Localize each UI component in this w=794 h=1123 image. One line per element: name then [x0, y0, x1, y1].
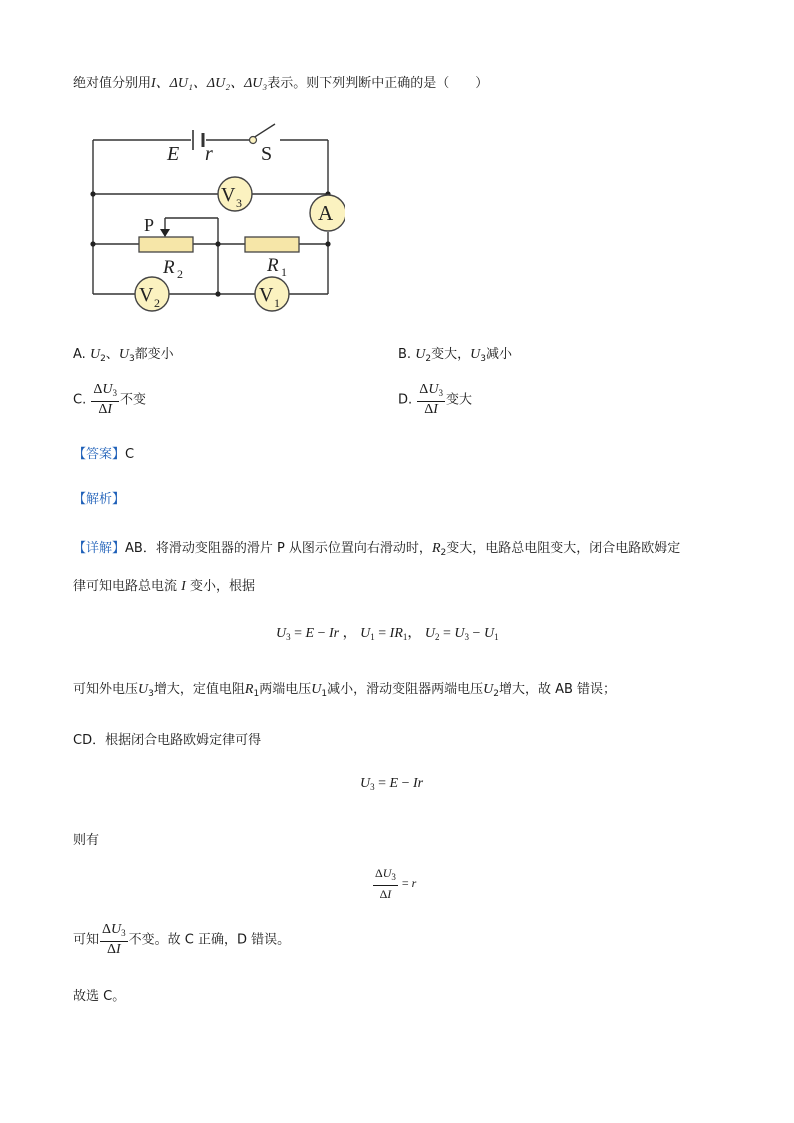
label-r1: R [267, 255, 279, 276]
option-c-prefix: C. [73, 392, 87, 408]
detail-line3-d: 减小，滑动变阻器两端电压 [327, 682, 484, 697]
detail-label: 【详解】 [73, 541, 126, 556]
slider-arrow [160, 229, 170, 237]
option-a-text: 都变小 [134, 347, 174, 362]
option-b: B. $U_2$变大，$U_3$减小 [398, 347, 512, 364]
label-v2-sub: 2 [154, 296, 160, 310]
resistor-r2 [139, 237, 193, 252]
option-d [398, 382, 472, 418]
detail-line1-a: AB．将滑动变阻器的滑片 P 从图示位置向右滑动时， [125, 541, 432, 556]
detail-line3-b: 增大，定值电阻 [153, 682, 245, 697]
detail-line3-e: 增大，故 AB 错误； [498, 682, 617, 697]
switch-contact [250, 137, 257, 144]
option-b-mid: 变大， [431, 347, 471, 362]
option-a: A. $U_2$、$U_3$都变小 [73, 347, 174, 364]
know-fraction: $\frac{\Delta U_3}{\Delta I}$ [102, 922, 126, 957]
detail-then-text: 则有 [73, 833, 100, 848]
equation-1: $U_3 = E - Ir$ ， $U_1 = IR_1$， $U_2 = U_3 - U_1$ [276, 626, 499, 642]
label-ammeter: A [318, 201, 334, 225]
question-lead: 绝对值分别用 [73, 76, 152, 91]
detail-line2-b: 变小，根据 [189, 579, 255, 594]
answer-label: 【答案】 [73, 447, 126, 462]
label-slider-p: P [144, 215, 155, 235]
resistor-r1 [245, 237, 299, 252]
option-b-prefix: B. [398, 347, 412, 362]
answer-value: C [125, 447, 135, 462]
label-v3: V [221, 184, 236, 206]
detail-line-2: 律可知电路总电流 I 变小，根据 [73, 579, 255, 594]
equation-2: $U_3 = E - Ir$ [360, 776, 424, 792]
label-v2: V [139, 284, 154, 306]
detail-know-a: 可知 [73, 932, 100, 948]
detail-then-line [73, 829, 99, 848]
question-stem [73, 72, 488, 92]
option-c-text: 不变 [120, 392, 147, 408]
detail-know-b: 不变。故 C 正确，D 错误。 [128, 932, 291, 948]
option-b-text: 减小 [485, 347, 512, 362]
label-emf: E [167, 143, 180, 165]
option-d-prefix: D. [398, 392, 413, 408]
detail-cd-line [73, 729, 261, 748]
analysis-label: 【解析】 [73, 492, 126, 507]
detail-cd-text: CD．根据闭合电路欧姆定律可得 [73, 733, 262, 748]
detail-know-line [73, 922, 290, 958]
label-r2: R [163, 257, 175, 278]
detail-line-1: 【详解】AB．将滑动变阻器的滑片 P 从图示位置向右滑动时，$R_2$变大，电路总电阻变大，闭合电路欧姆定 [73, 541, 681, 558]
option-c [73, 382, 146, 418]
label-v1-sub: 1 [274, 296, 280, 310]
option-a-prefix: A. [73, 347, 86, 362]
analysis-line [73, 488, 125, 507]
detail-final-text: 故选 C。 [73, 989, 126, 1004]
circuit-diagram [85, 118, 345, 318]
label-v1: V [259, 284, 274, 306]
label-r1-sub: 1 [281, 265, 287, 279]
detail-line3-c: 两端电压 [259, 682, 312, 697]
label-r2-sub: 2 [177, 267, 183, 281]
answer-line [73, 443, 134, 462]
detail-final-line [73, 985, 125, 1004]
detail-line-3: 可知外电压$U_3$增大，定值电阻$R_1$两端电压$U_1$减小，滑动变阻器两端电压$U_2$增大，故 AB 错误； [73, 682, 617, 699]
option-d-fraction: $\frac{\Delta U_3}{\Delta I}$ [419, 382, 443, 417]
detail-line1-b: 变大，电路总电阻变大，闭合电路欧姆定 [446, 541, 681, 556]
label-v3-sub: 3 [236, 196, 242, 210]
detail-line3-a: 可知外电压 [73, 682, 139, 697]
question-tail: 表示。则下列判断中正确的是（ ） [267, 76, 489, 91]
detail-line2-a: 律可知电路总电流 [73, 579, 178, 594]
option-c-fraction: $\frac{\Delta U_3}{\Delta I}$ [93, 382, 117, 417]
equation-3: $\frac{\Delta U_3}{\Delta I}$ = r [375, 866, 417, 901]
question-vars: I、ΔU₁、ΔU₂、ΔU₃ [151, 76, 268, 91]
option-d-text: 变大 [445, 392, 472, 408]
label-switch: S [261, 143, 273, 165]
label-internal-r: r [205, 143, 213, 165]
